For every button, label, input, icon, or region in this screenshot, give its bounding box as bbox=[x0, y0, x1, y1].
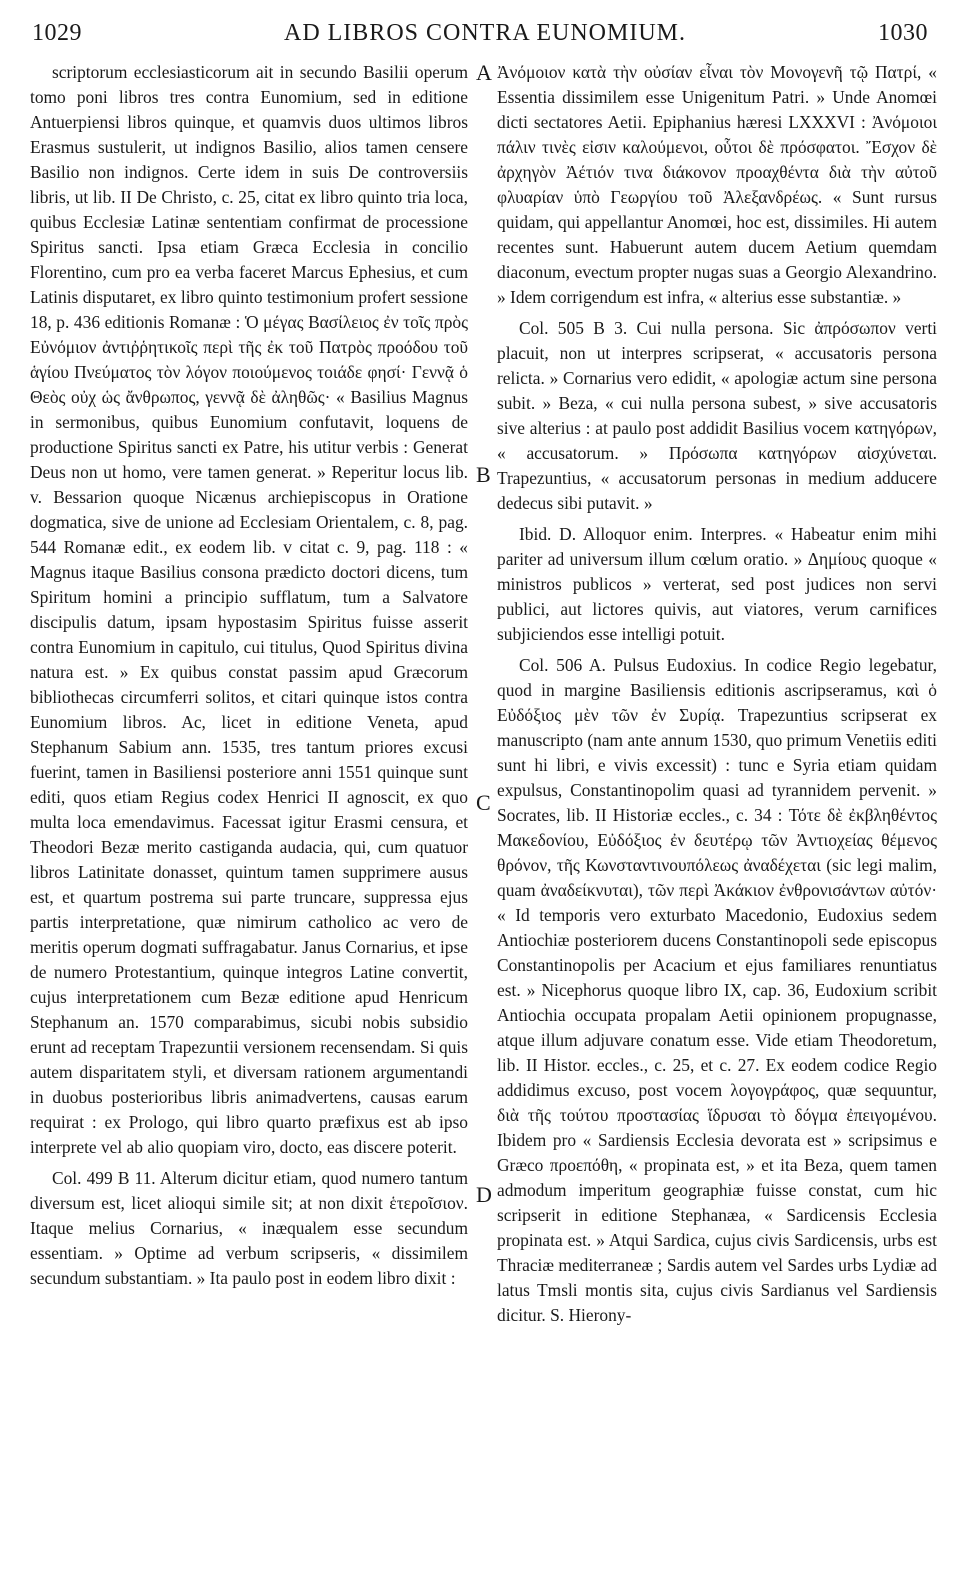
section-marker-d: D bbox=[476, 1182, 492, 1207]
right-paragraph-4: Col. 506 A. Pulsus Eudoxius. In codice Regio legebatur, quod in margine Basiliensis editionis ascripseramus, καὶ ὁ Εὐδόξιος μὲν τῶν ἐν Συρίᾳ. Trapezuntius scripserat ex manuscripto (nam ante annum 1530, quo primum Venetiis editi sunt hi libri, e vivis excessit) : tunc e Syria etiam quidam expulsus, Constantinopolim quasi ad tyrannidem pervenit. » Socrates, lib. II Historiæ eccles., c. 34 : Τότε δὲ ἐκβληθέντος Μακεδονίου, Εὐδόξιος ἐν δευτέρῳ τῶν Ἀντιοχείας θέμενος θρόνον, τῆς Κωνσταντινουπόλεως ἀναδέχεται (sic legi malim, quam ἀναδείκνυται), τῶν περὶ Ἀκάκιον ἐνθρονισάντων αὐτόν· « Id temporis vero exturbato Macedonio, Eudoxius sedem Antiochiæ posteriorem ducens Constantinopoli sede episcopus Constantinopolis per Acacium et ejus familiares renuntiatus est. » Nicephorus quoque libro IX, cap. 36, Eudoxium scribit Antiochia occupata propalam Aetii opinionem propugnasse, atque illum adjuvare conatum esse. Vide etiam Theodoretum, lib. II Histor. eccles., c. 25, et c. 27. Ex eodem codice Regio addidimus excuso, post vocem λογογράφος, quæ sequuntur, διὰ τῆς τούτου προστασίας ἵδρυσαι τὸ δόγμα ἐπειγομένου. Ibidem pro « Sardiensis Ecclesia devorata est » scripsimus e Græco προεπόθη, « propinata est, » et ita Beza, quem tamen admodum imperitum geographiæ fuisse constat, cum hic scripserit in editione Stephanæa, « Sardicensis Ecclesia propinata est. » Atqui Sardica, cujus civis Sardicensis, urbs est Thraciæ mediterraneæ ; Sardis autem vel Sardes urbs Lydiæ ad latus Tmsli montis sita, cujus civis Sardianus vel Sardiensis dicitur. S. Hierony- bbox=[497, 655, 937, 1325]
section-marker-b: B bbox=[476, 462, 491, 487]
right-column bbox=[497, 60, 937, 1328]
right-paragraph-3: Ibid. D. Alloquor enim. Interpres. « Habeatur enim mihi pariter ad universum illum cœlum oratio. » Δημίους quoque « ministros publicos » verterat, sed post judices non servi publici, aut lictores quivis, aut viatores, verum carnifices subjiciendos esse intelligi potuit. bbox=[497, 524, 937, 644]
page-number-left: 1029 bbox=[32, 20, 82, 46]
section-marker-a: A bbox=[476, 60, 492, 85]
right-paragraph-1: Ἀνόμοιον κατὰ τὴν οὐσίαν εἶναι τὸν Μονογενῆ τῷ Πατρί, « Essentia dissimilem esse Unigenitum Patri. » Unde Anomœi dicti sectatores Aetii. Epiphanius hæresi LXXXVI : Ἀνόμοιοι πάλιν τινὲς εἰσιν καλούμενοι, οὗτοι δὲ πρόσφατοι. Ἔσχον δὲ ἀρχηγὸν Ἀέτιόν τινα διάκονον προαχθέντα διὰ τὴν αὐτοῦ φλυαρίαν ὑπὸ Γεωργίου τοῦ Ἀλεξανδρέως. « Sunt rursus quidam, qui appellantur Anomœi, hoc est, dissimiles. Hi autem recentes sunt. Habuerunt autem ducem Aetium quemdam diaconum, evectum propter nugas suas a Georgio Alexandrino. » Idem corrigendum est infra, « alterius esse substantiæ. » bbox=[497, 62, 937, 307]
running-title: AD LIBROS CONTRA EUNOMIUM. bbox=[283, 20, 687, 46]
left-paragraph-2: Col. 499 B 11. Alterum dicitur etiam, quod numero tantum diversum est, licet alioqui simile sit; at non dixit ἑτεροῖσιον. Itaque melius Cornarius, « inæqualem esse secundum essentiam. » Optime ad verbum scripseris, « dissimilem secundum substantiam. » Ita paulo post in eodem libro dixit : bbox=[30, 1168, 468, 1288]
right-paragraph-2: Col. 505 B 3. Cui nulla persona. Sic ἀπρόσωπον verti placuit, non ut interpres scripserat, « accusatoris persona relicta. » Cornarius vero edidit, « apologiæ actum sine persona subit. » Beza, « cui nulla persona subest, » sive accusatoris sive alterius : at paulo post addidit Basilius vocem κατηγόρων, « accusatorum. » Πρόσωπα κατηγόρων αἰσχύνεται. Trapezuntius, « accusatorum personas in medium adducere dedecus sibi putavit. » bbox=[497, 318, 937, 513]
left-column bbox=[30, 60, 468, 1291]
page-number-right: 1030 bbox=[878, 20, 928, 46]
running-header bbox=[0, 0, 970, 50]
left-paragraph-1: scriptorum ecclesiasticorum ait in secundo Basilii operum tomo poni libros tres contra Eunomium, sed in editione Antuerpiensi libros quinque, et quamvis duos ultimos libros Erasmus sustulerit, ut indignos Basilio, alios tamen censere Basilio non indignos. Certe idem in suis De controversiis libris, ut lib. II De Christo, c. 25, citat ex libro quinto tria loca, quibus Ecclesiæ Latinæ sententiam confirmat de processione Spiritus sancti. Ipsa etiam Græca Ecclesia in concilio Florentino, cum pro ea verba faceret Marcus Ephesius, et cum Latinis disputaret, ex libro quinto testimonium profert sessione 18, p. 436 editionis Romanæ : Ὁ μέγας Βασίλειος ἐν τοῖς πρὸς Εὐνόμιον ἀντιῤῥητικοῖς περὶ τῆς ἐκ τοῦ Πατρὸς προόδου τοῦ ἁγίου Πνεύματος τὸν λόγον ποιούμενος τοιάδε φησί· Γεννᾷ ὁ Θεὸς οὐχ ὡς ἄνθρωπος, γεννᾷ δὲ ἀληθῶς· « Basilius Magnus in sermonibus, quibus Eunomium confutavit, loquens de productione Spiritus sancti ex Patre, his utitur verbis : Generat Deus non ut homo, vere tamen generat. » Reperitur locus lib. v. Bessarion quoque Nicænus archiepiscopus in Oratione dogmatica, sive de unione ad Ecclesiam Orientalem, c. 8, pag. 544 Romanæ edit., ex eodem lib. v citat c. 9, pag. 118 : « Magnus itaque Basilius consona prædicto doctori dicens, tum Spiritum homini a principio sufflatum, tum a Salvatore discipulis datum, ipsam hypostasim Spiritus fuisse asserit contra Eunomium in capitulo, cui titulus, Quod Spiritus divina natura est. » Ex quibus constat passim apud Græcorum bibliothecas circumferri solitos, et citari quinque istos contra Eunomium libros. Ac, licet in editione Veneta, apud Stephanum Sabium ann. 1535, tres tantum priores excusi fuerint, tamen in Basiliensi posteriore anni 1551 quinque sunt editi, quos etiam Regius codex Henrici II agnoscit, ex quo multa loca emendavimus. Facessat igitur Erasmi censura, et Theodori Bezæ merito castiganda audacia, qui, cum quatuor libros Latinitate donasset, quintum tamen supprimere ausus est, et quartum postrema sui parte truncare, suppressa ejus partis interpretatione, quæ nimirum catholico ac vero de meritis operum dogmati suffragabatur. Janus Cornarius, et ipse de numero Protestantium, quinque integros Latine convertit, cujus interpretationem cum Bezæ editione apud Henricum Stephanum an. 1570 comparabimus, sicubi nobis subsidio erunt ad receptam Trapezuntii versionem recensendam. Si quis autem disparitatem styli, et diversam rationem argumentandi in duobus posterioribus libris animadvertens, causas earum requirat : ex Prologo, qui libro quarto præfixus est ab ipso interprete vel ab alio quopiam viro, docto, eas discere poterit. bbox=[30, 62, 468, 1157]
section-marker-c: C bbox=[476, 790, 491, 815]
